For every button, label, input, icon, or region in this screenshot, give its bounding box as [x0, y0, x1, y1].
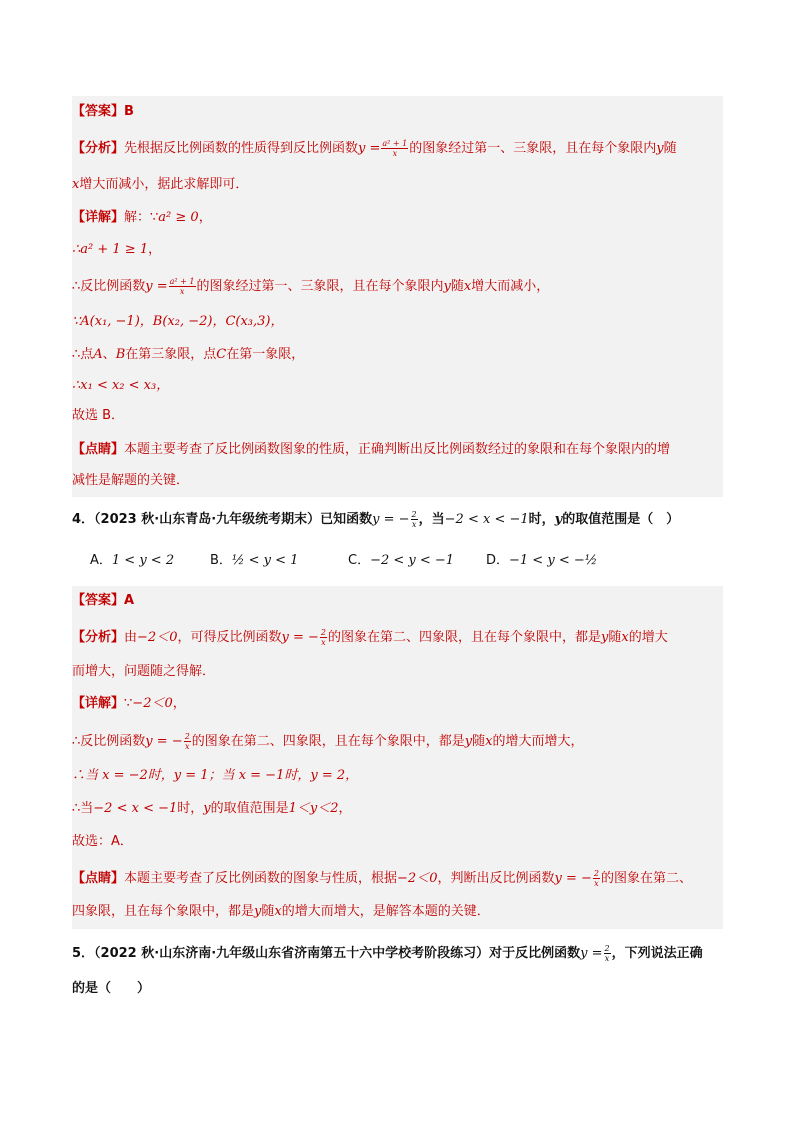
math-expression: −2 < x < −1 — [444, 512, 529, 527]
answer-value: B — [124, 104, 134, 119]
detail-text: ∴反比例函数 — [72, 734, 146, 749]
fraction — [184, 732, 191, 751]
comment-text: 本题主要考查了反比例函数图象的性质，正确判断出反比例函数经过的象限和在每个象限内的增 — [124, 442, 671, 457]
fraction-numerator: 2 — [184, 732, 190, 741]
fraction-numerator: 2 — [604, 944, 610, 953]
fraction-denominator: x — [594, 879, 599, 888]
math-expression: y = — [358, 141, 381, 156]
q3-detail-line-3 — [72, 277, 549, 296]
detail-text: 的取值范围是 — [210, 801, 289, 816]
fraction-numerator: a² + 1 — [382, 139, 408, 148]
math-expression: ∴a² + 1 ≥ 1 — [72, 242, 149, 257]
fraction-denominator: x — [411, 520, 417, 529]
q4-comment-line-1 — [72, 869, 692, 888]
math-expression: −2＜0 — [137, 630, 178, 645]
math-expression: −2＜0 — [397, 871, 438, 886]
q5-stem-line-1 — [72, 944, 703, 963]
fraction-numerator: 2 — [320, 628, 326, 637]
detail-text: 解：∵ — [124, 210, 159, 225]
comment-tag: 【点睛】 — [72, 442, 125, 457]
math-variable: y — [601, 630, 609, 645]
analysis-tag: 【分析】 — [72, 630, 125, 645]
fraction-denominator: x — [321, 638, 326, 647]
question-text: 的取值范围是（ ） — [562, 512, 680, 527]
comment-text: 的增大而增大，是解答本题的关键． — [281, 904, 490, 919]
option-text: 1 < y < 2 — [111, 553, 175, 568]
detail-tag: 【详解】 — [72, 696, 125, 711]
math-variable: B — [115, 347, 126, 362]
math-variable: x — [274, 904, 282, 919]
detail-text: 的增大而增大， — [492, 734, 584, 749]
detail-tag: 【详解】 — [72, 210, 125, 225]
q3-analysis-line-2 — [72, 176, 248, 194]
q4-detail-line-2 — [72, 732, 584, 751]
detail-text: ， — [198, 210, 212, 225]
option-label: C． — [348, 553, 371, 568]
option-c[interactable] — [348, 552, 454, 570]
analysis-text: 的增大 — [628, 630, 668, 645]
option-b[interactable] — [210, 552, 298, 570]
option-label: A． — [90, 553, 112, 568]
option-text: −1 < y < −½ — [509, 553, 598, 568]
q3-detail-line-7: 故选 B． — [72, 408, 125, 423]
detail-text: ， — [172, 696, 186, 711]
q3-detail-line-6: ∴x₁ < x₂ < x₃， — [72, 378, 170, 393]
math-variable: y — [554, 512, 563, 527]
comment-text: 的图象在第二、 — [600, 871, 692, 886]
math-variable: y — [656, 141, 664, 156]
q4-options — [90, 552, 650, 572]
math-expression: y = — [580, 946, 603, 961]
math-variable: x — [621, 630, 629, 645]
math-expression: y = − — [145, 734, 183, 749]
q4-analysis-line-1 — [72, 628, 668, 647]
detail-text: ∴当 — [72, 801, 94, 816]
detail-text: ∴反比例函数 — [72, 279, 146, 294]
detail-text: ∵ — [124, 696, 133, 711]
fraction-numerator: 2 — [411, 510, 417, 519]
fraction-numerator: 2 — [593, 869, 599, 878]
answer-tag: 【答案】 — [72, 593, 125, 608]
question-text: ，下列说法正确 — [611, 946, 703, 961]
option-text: ½ < y < 1 — [231, 553, 299, 568]
math-variable: x — [485, 734, 493, 749]
analysis-text: 随 — [608, 630, 622, 645]
detail-text: 时， — [177, 801, 204, 816]
fraction-denominator: x — [184, 742, 190, 751]
math-variable: y — [464, 734, 473, 749]
detail-text: 在第一象限， — [226, 347, 305, 362]
math-expression: 1＜y＜2 — [288, 801, 339, 816]
option-d[interactable] — [486, 552, 597, 570]
fraction-denominator: x — [604, 954, 610, 963]
math-variable: x — [463, 279, 472, 294]
math-expression: y = − — [554, 871, 592, 886]
q3-comment-line-1 — [72, 441, 670, 459]
detail-text: ， — [338, 801, 352, 816]
analysis-text: 先根据反比例函数的性质得到反比例函数 — [124, 141, 359, 156]
detail-text: 随 — [450, 279, 464, 294]
detail-text: ， — [148, 242, 162, 257]
math-expression: a² ≥ 0 — [158, 210, 199, 225]
question-text: 时， — [528, 512, 555, 527]
question-text: 5．（2022 秋·山东济南·九年级山东省济南第五十六中学校考阶段练习）对于反比例函数 — [72, 946, 581, 961]
q3-answer-line — [72, 103, 134, 121]
comment-text: 本题主要考查了反比例函数的图象与性质，根据 — [124, 871, 398, 886]
fraction — [411, 510, 418, 529]
math-expression: y = − — [281, 630, 319, 645]
q4-detail-line-3: ∴当 x = −2时，y = 1；当 x = −1时，y = 2， — [72, 768, 359, 783]
analysis-text: 的图象在第二、四象限，且在每个象限中，都是 — [327, 630, 601, 645]
comment-tag: 【点睛】 — [72, 871, 125, 886]
option-text: −2 < y < −1 — [370, 553, 455, 568]
q4-detail-line-4 — [72, 800, 352, 818]
fraction — [381, 139, 408, 158]
math-variable: x — [72, 177, 80, 192]
q4-detail-line-1 — [72, 695, 186, 713]
math-variable: y — [443, 279, 451, 294]
fraction-denominator: x — [179, 287, 185, 296]
fraction — [604, 944, 611, 963]
math-expression: −2＜0 — [132, 696, 173, 711]
detail-text: 的图象经过第一、三象限，且在每个象限内 — [196, 279, 444, 294]
math-variable: y — [203, 801, 211, 816]
option-a[interactable] — [90, 552, 174, 570]
fraction-numerator: a² + 1 — [169, 277, 195, 286]
q3-detail-line-1 — [72, 209, 212, 227]
question-text: 4．（2023 秋·山东青岛·九年级统考期末）已知函数 — [72, 512, 373, 527]
comment-text: 随 — [261, 904, 275, 919]
fraction — [320, 628, 327, 647]
q4-stem — [72, 510, 679, 529]
math-expression: y = — [145, 279, 168, 294]
q4-answer-line — [72, 592, 134, 610]
math-expression: −2 < x < −1 — [93, 801, 178, 816]
q3-comment-line-2: 减性是解题的关键． — [72, 473, 190, 488]
q3-solution-block — [72, 96, 723, 497]
detail-text: 、 — [102, 347, 116, 362]
analysis-text: 增大而减小，据此求解即可． — [79, 177, 249, 192]
analysis-text: 的图象经过第一、三象限，且在每个象限内 — [409, 141, 657, 156]
q4-comment-line-2 — [72, 903, 490, 921]
q3-detail-line-4: ∵A(x₁, −1)，B(x₂, −2)，C(x₃,3)， — [72, 314, 284, 329]
q3-detail-line-5 — [72, 346, 304, 364]
option-label: D． — [486, 553, 510, 568]
math-variable: C — [216, 347, 227, 362]
fraction — [593, 869, 600, 888]
comment-text: 四象限，且在每个象限中，都是 — [72, 904, 255, 919]
question-text: ，当 — [418, 512, 445, 527]
math-variable: A — [93, 347, 103, 362]
fraction — [169, 277, 196, 296]
detail-text: 在第三象限，点 — [125, 347, 217, 362]
option-label: B． — [210, 553, 232, 568]
analysis-text: 随 — [663, 141, 677, 156]
comment-text: ，判断出反比例函数 — [437, 871, 555, 886]
q5-stem-line-2: 的是（ ） — [72, 981, 151, 996]
detail-text: ∴点 — [72, 347, 94, 362]
detail-text: 随 — [472, 734, 486, 749]
analysis-text: ，可得反比例函数 — [177, 630, 282, 645]
answer-tag: 【答案】 — [72, 104, 125, 119]
q3-detail-line-2 — [72, 241, 161, 259]
q4-detail-line-5: 故选：A． — [72, 834, 133, 849]
q4-analysis-line-2: 而增大，问题随之得解． — [72, 664, 216, 679]
fraction-denominator: x — [392, 149, 398, 158]
detail-text: 的图象在第二、四象限，且在每个象限中，都是 — [191, 734, 465, 749]
answer-value: A — [124, 593, 135, 608]
math-variable: y — [254, 904, 262, 919]
detail-text: 增大而减小， — [471, 279, 550, 294]
q4-solution-block — [72, 586, 723, 929]
analysis-text: 由 — [124, 630, 138, 645]
analysis-tag: 【分析】 — [72, 141, 125, 156]
q3-analysis-line-1 — [72, 139, 677, 158]
math-expression: y = − — [372, 512, 410, 527]
